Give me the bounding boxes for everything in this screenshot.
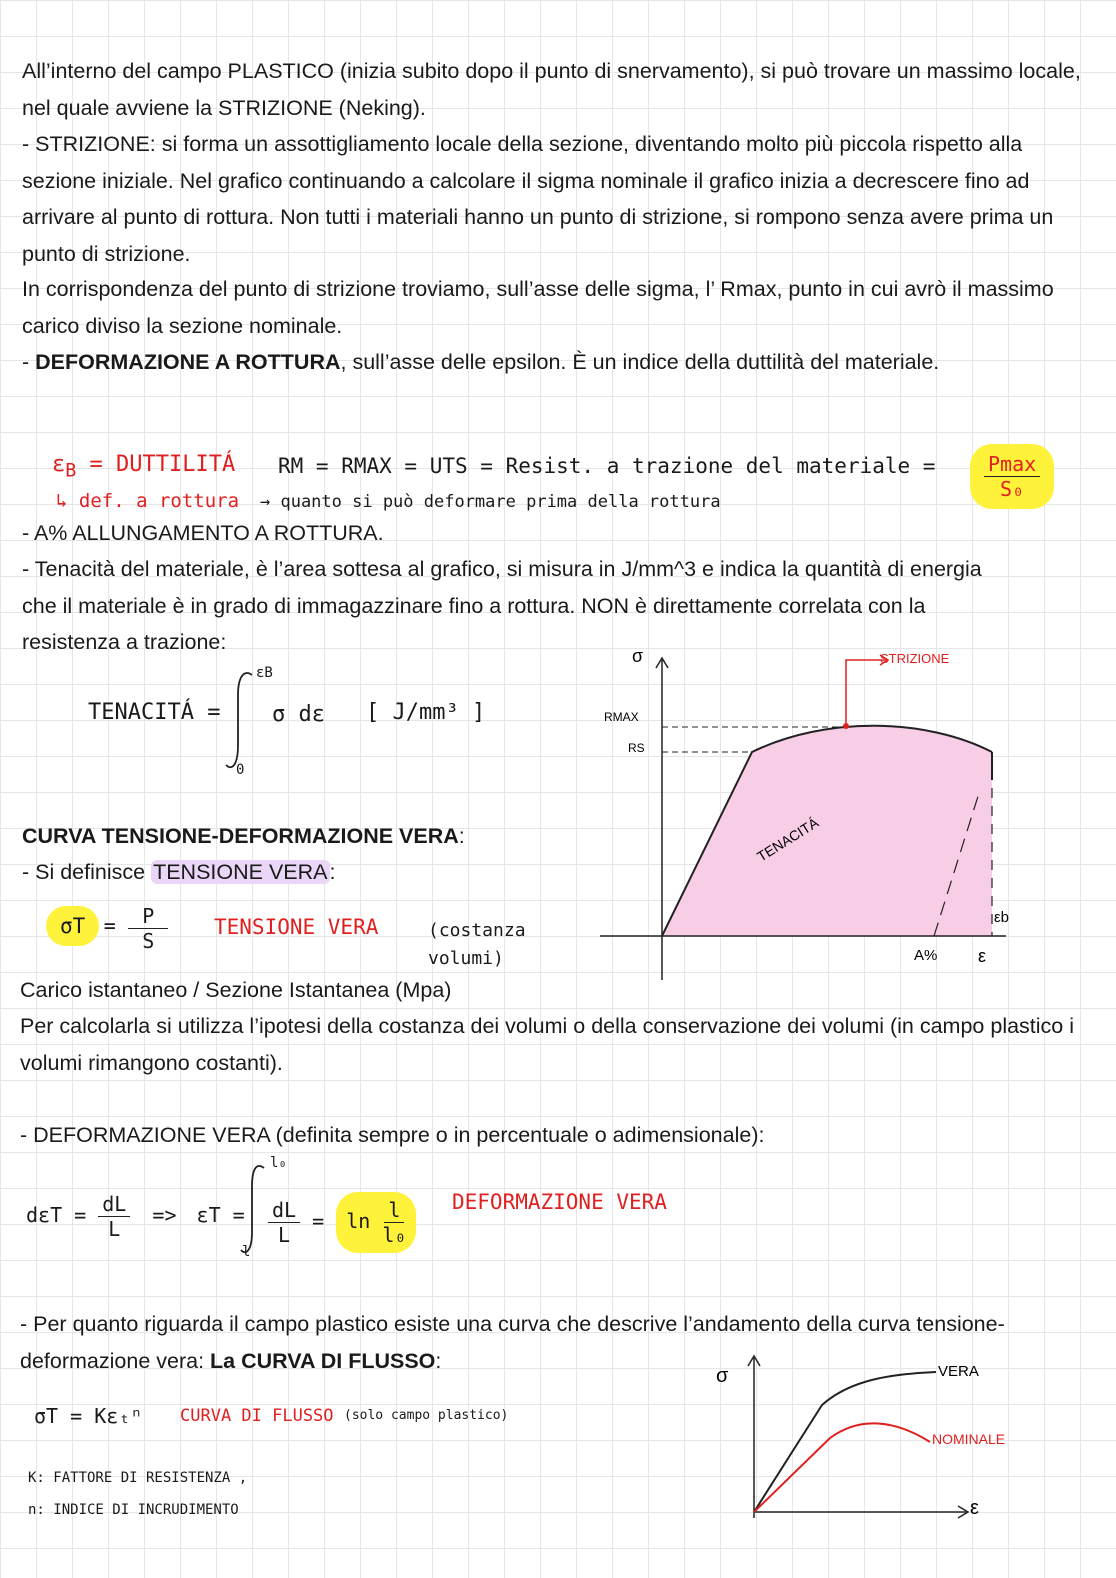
deps-lhs: dεT =: [26, 1203, 87, 1227]
rm-line: RM = RMAX = UTS = Resist. a trazione del materiale =: [278, 454, 936, 478]
paragraph-plastic-field: All’interno del campo PLASTICO (inizia subito dopo il punto di snervamento), si può trovare un massimo locale, nel quale avviene la STRIZIONE (Neking).: [22, 59, 1081, 120]
l: l: [384, 1198, 404, 1223]
eps-label: ε: [978, 946, 987, 966]
paragraph-tensione-vera: [22, 854, 335, 891]
L: L: [108, 1217, 121, 1241]
integral-upper: εB: [256, 665, 273, 681]
paragraph-allungamento: - A% ALLUNGAMENTO A ROTTURA.: [22, 521, 384, 545]
eps-t: εT =: [196, 1203, 245, 1227]
vera-curve: [754, 1372, 936, 1512]
sigma-t: σT: [60, 913, 86, 938]
sigma-t-formula: [46, 904, 168, 953]
paragraph-carico: Carico istantaneo / Sezione Istantanea (Mpa): [20, 978, 452, 1002]
units: [ J/mm³ ]: [366, 700, 486, 725]
prefix: - Per quanto riguarda il campo plastico esiste una curva che descrive l’andamento della curva tensione-deformazione vera:: [20, 1312, 1005, 1373]
solo-campo-note: (solo campo plastico): [344, 1408, 509, 1423]
deformazione-vera-note: DEFORMAZIONE VERA: [452, 1190, 667, 1214]
def-rottura-note: ↳ def. a rottura: [56, 490, 240, 512]
vera-label: VERA: [938, 1363, 979, 1380]
pmax-fraction: [970, 444, 1054, 509]
sigma-label: σ: [632, 646, 644, 666]
int2-upper: l₀: [270, 1155, 287, 1171]
heading-bold: CURVA TENSIONE-DEFORMAZIONE VERA: [22, 824, 459, 848]
n-definition: n: INDICE DI INCRUDIMENTO: [28, 1502, 239, 1518]
dash: -: [22, 350, 36, 374]
ln: ln: [346, 1209, 371, 1233]
tenacita-diagram-label: TENACITÁ: [754, 814, 822, 865]
implies: =>: [152, 1203, 177, 1227]
arrow-note: → quanto si può deformare prima della rottura: [260, 492, 721, 512]
pmax: Pmax: [984, 452, 1040, 477]
ln-highlight: [336, 1192, 416, 1253]
paragraph-deformazione-rottura: [22, 344, 1102, 381]
int2-body: [268, 1192, 416, 1253]
rs-label: RS: [628, 741, 645, 755]
paragraph-rest: , sull’asse delle epsilon. È un indice della duttilità del materiale.: [340, 350, 940, 374]
flow-equation: σT = Kεₜⁿ: [34, 1404, 143, 1428]
heading-true-curve: [22, 818, 465, 855]
dL: dL: [98, 1192, 130, 1217]
L-2: L: [278, 1223, 291, 1247]
bold-term: DEFORMAZIONE A ROTTURA: [35, 350, 341, 374]
suffix: :: [329, 860, 336, 884]
curva-flusso-note: CURVA DI FLUSSO: [180, 1406, 334, 1426]
strizione-pointer: [846, 660, 886, 726]
paragraph-deformazione-vera: - DEFORMAZIONE VERA (definita sempre o in percentuale o adimensionale):: [20, 1123, 765, 1147]
eps-def: = DUTTILITÁ: [89, 452, 236, 477]
integral-lower: 0: [236, 762, 245, 778]
nominale-curve: [754, 1423, 930, 1512]
l0: l₀: [382, 1223, 407, 1247]
costanza-note: (costanza volumi): [428, 920, 526, 969]
deps-formula: [26, 1192, 245, 1241]
eps-symbol: ε: [52, 452, 66, 477]
heading-colon: :: [458, 824, 465, 848]
P: P: [128, 904, 168, 929]
flow-curve-diagram: [700, 1350, 1010, 1540]
sigma-label-2: σ: [716, 1365, 729, 1387]
sigma-t-highlight: [46, 906, 99, 946]
eps-b-label: εb: [994, 909, 1010, 926]
strizione-point: [843, 723, 849, 729]
strizione-label: STRIZIONE: [880, 651, 950, 666]
eps-b-note: [52, 452, 235, 481]
k-definition: K: FATTORE DI RESISTENZA ,: [28, 1470, 248, 1486]
paragraph-rmax: In corrispondenza del punto di strizione troviamo, sull’asse delle sigma, l’ Rmax, punto in cui avrò il massimo carico diviso la sezione nominale.: [22, 277, 1054, 338]
tensione-vera-note: TENSIONE VERA: [214, 915, 379, 939]
S: S: [142, 929, 155, 953]
bold-term: La CURVA DI FLUSSO: [210, 1348, 436, 1373]
equals-2: =: [312, 1209, 325, 1233]
s0: S₀: [1000, 477, 1025, 501]
paragraph-costanza: Per calcolarla si utilizza l’ipotesi della costanza dei volumi o della conservazione dei volumi (in campo plastico i volumi rimangono costanti).: [20, 1014, 1075, 1075]
eps-label-2: ε: [970, 1497, 979, 1519]
dL-2: dL: [268, 1198, 300, 1223]
paragraph-strizione: - STRIZIONE: si forma un assottigliamento locale della sezione, diventando molto più piccola rispetto alla sezione iniziale. Nel grafico continuando a calcolare il sigma nominale il grafico inizia a decrescere fino ad arrivare al punto di rottura. Non tutti i materiali hanno un punto di strizione, si rompono senza avere prima un punto di strizione.: [22, 132, 1054, 266]
rmax-label: RMAX: [604, 710, 639, 724]
eps-sub: B: [65, 460, 77, 482]
paragraph-tenacita: - Tenacità del materiale, è l’area sottesa al grafico, si misura in J/mm^3 e indica la quantità di energia che il materiale è in grado di immagazzinare fino a rottura. NON è direttamente correlata con la resistenza a trazione:: [22, 557, 982, 654]
integrand: σ dε: [272, 702, 325, 727]
prefix: - Si definisce: [22, 860, 152, 884]
stress-strain-diagram: [596, 640, 1036, 980]
equals: =: [103, 913, 116, 938]
nominale-label: NOMINALE: [932, 1431, 1006, 1447]
tenacita-area: [662, 726, 992, 936]
suffix: :: [435, 1348, 442, 1373]
a-pct-label: A%: [914, 947, 938, 964]
highlight-term: TENSIONE VERA: [153, 860, 328, 884]
int2-lower: l: [242, 1244, 251, 1260]
tenacita-label: TENACITÁ =: [88, 700, 221, 725]
